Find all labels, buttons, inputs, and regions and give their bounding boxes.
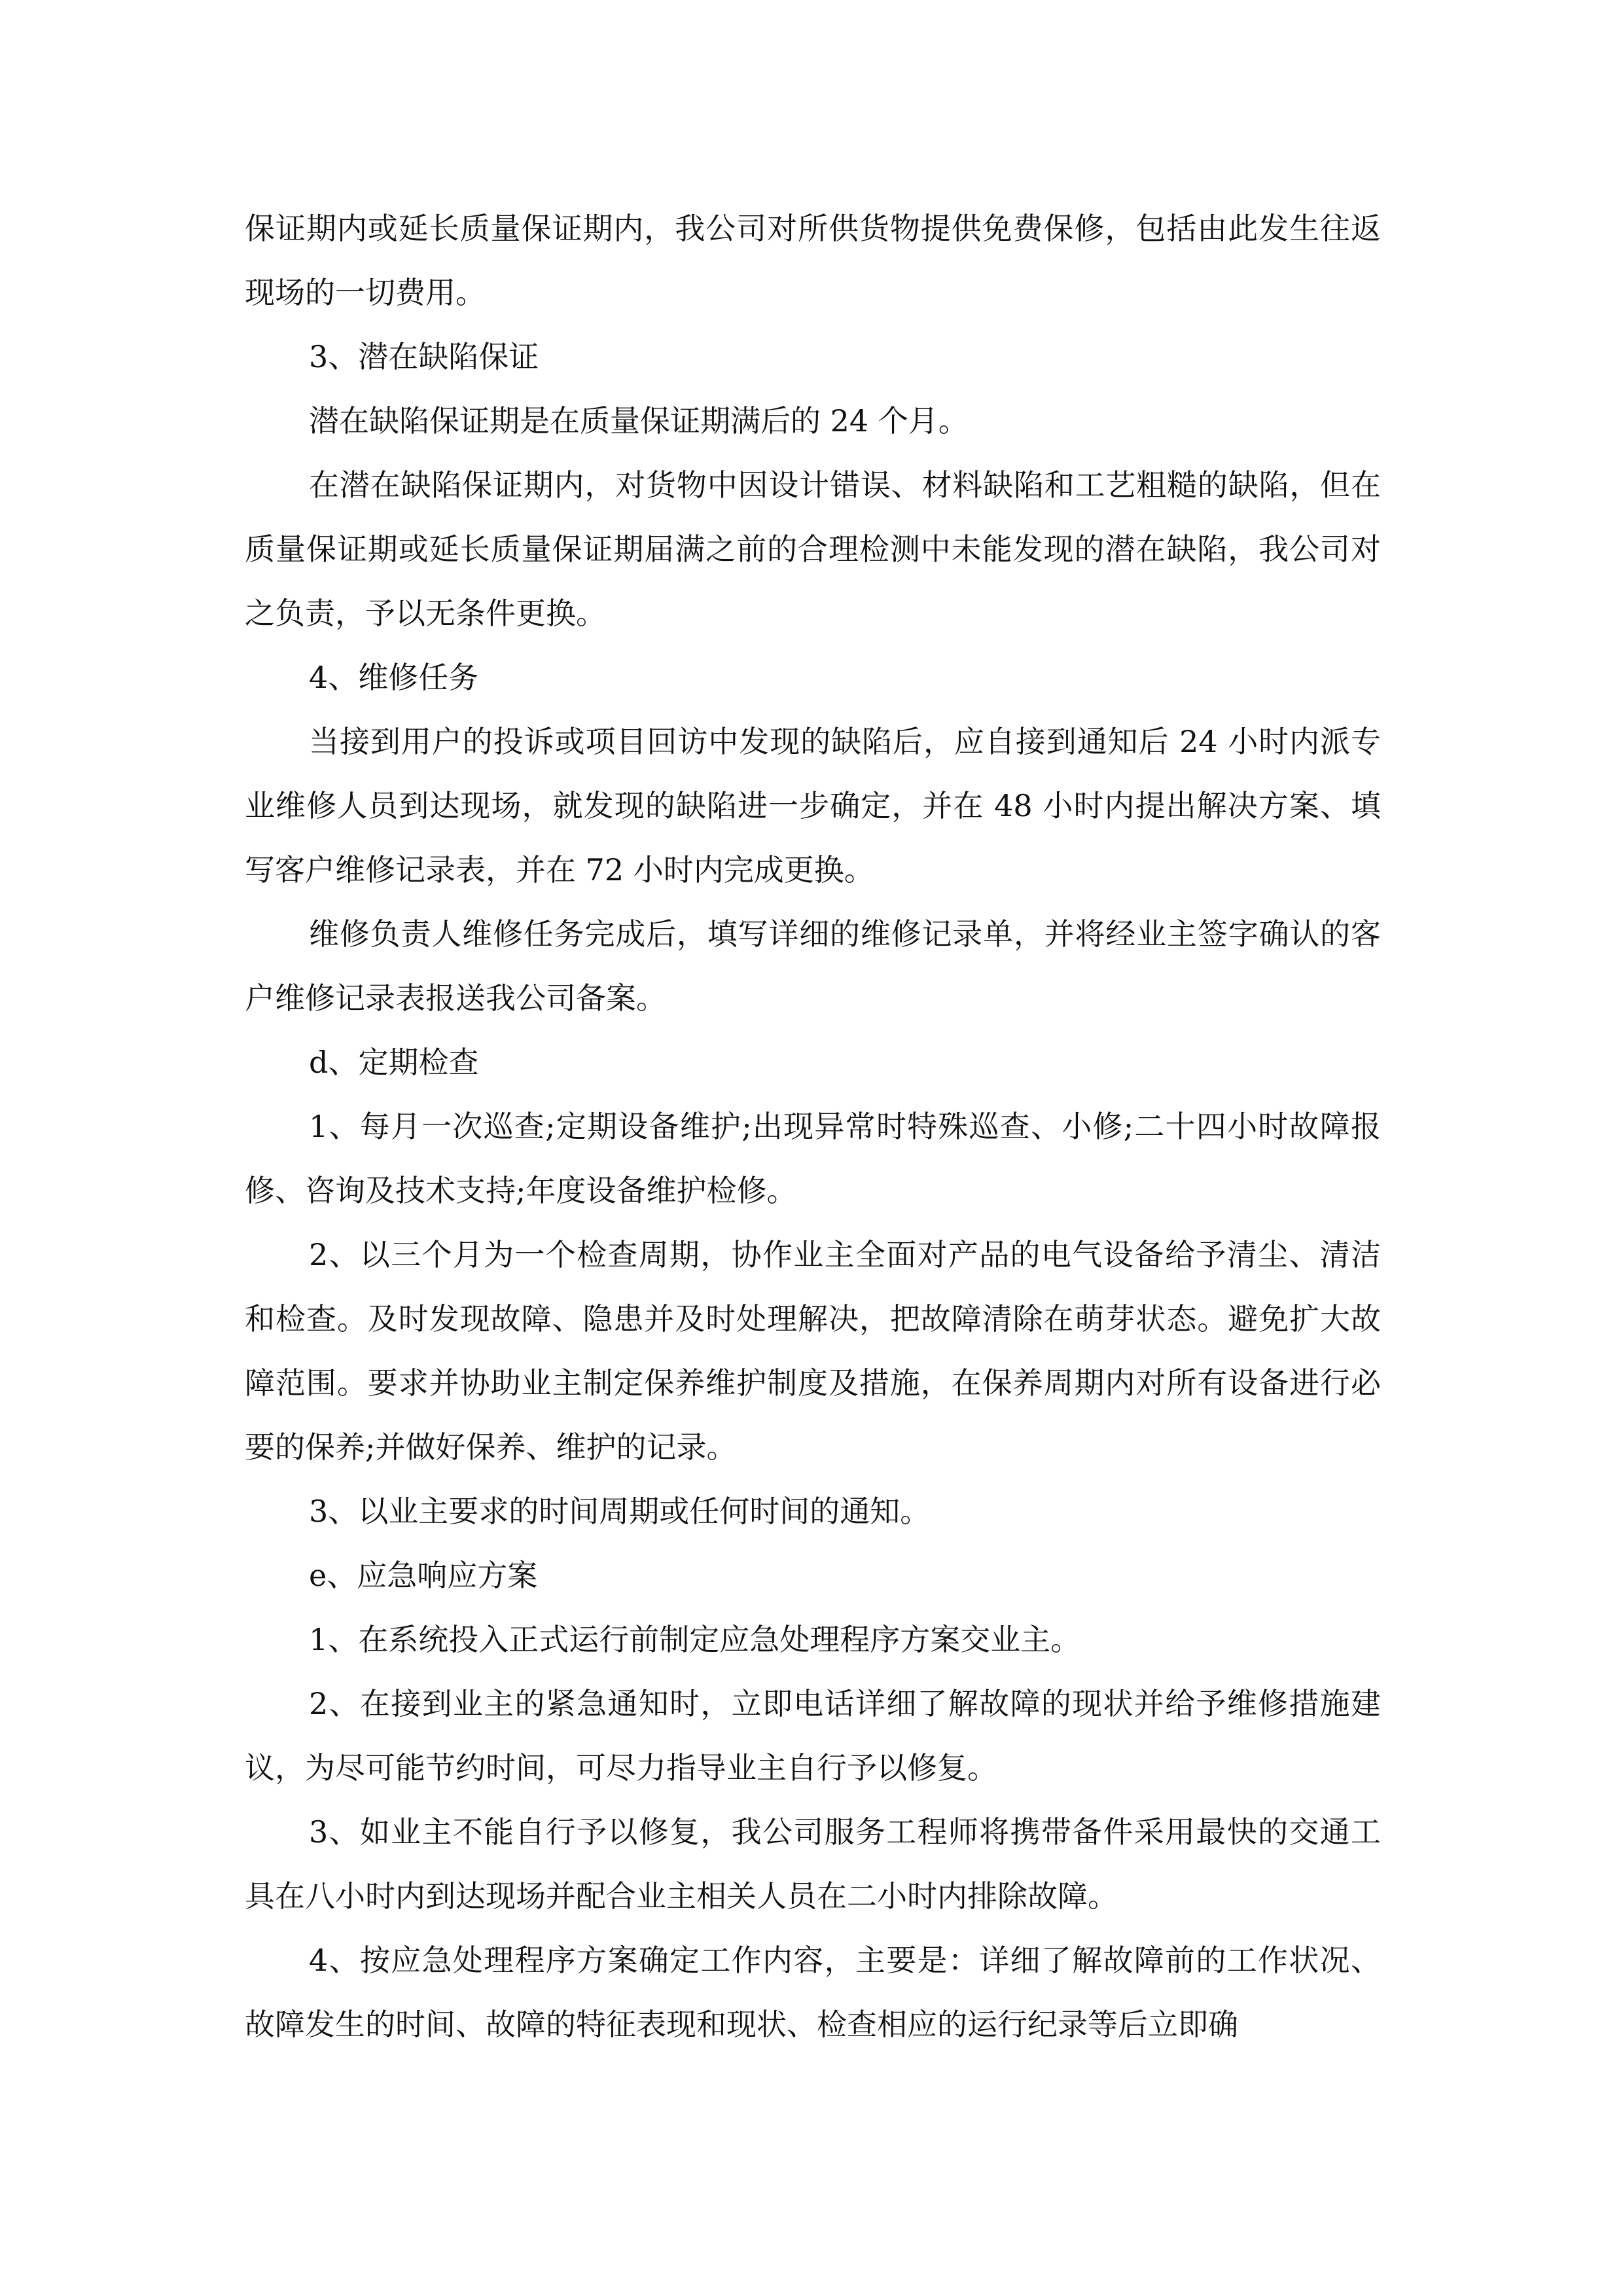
paragraph-repair-response: 当接到用户的投诉或项目回访中发现的缺陷后，应自接到通知后 24 小时内派专业维修人员到达现场，就发现的缺陷进一步确定，并在 48 小时内提出解决方案、填写客户维修记录表，并在 72 小时内完成更换。 <box>245 724 1381 888</box>
paragraph-emergency-item-3: 3、如业主不能自行予以修复，我公司服务工程师将携带备件采用最快的交通工具在八小时内到达现场并配合业主相关人员在二小时内排除故障。 <box>245 1814 1381 1914</box>
paragraph-emergency-item-2: 2、在接到业主的紧急通知时，立即电话详细了解故障的现状并给予维修措施建议，为尽可能节约时间，可尽力指导业主自行予以修复。 <box>245 1686 1381 1785</box>
heading-periodic-inspection: d、定期检查 <box>309 1045 479 1080</box>
paragraph-latent-defect-period: 潜在缺陷保证期是在质量保证期满后的 24 个月。 <box>309 403 969 439</box>
paragraph-warranty-period-cont: 保证期内或延长质量保证期内，我公司对所供货物提供免费保修，包括由此发生往返现场的一切费用。 <box>245 211 1381 310</box>
paragraph-repair-record: 维修负责人维修任务完成后，填写详细的维修记录单，并将经业主签字确认的客户维修记录表报送我公司备案。 <box>245 916 1381 1016</box>
paragraph-emergency-item-1: 1、在系统投入正式运行前制定应急处理程序方案交业主。 <box>309 1622 1081 1657</box>
paragraph-inspection-item-2: 2、以三个月为一个检查周期，协作业主全面对产品的电气设备给予清尘、清洁和检查。及时发现故障、隐患并及时处理解决，把故障清除在萌芽状态。避免扩大故障范围。要求并协助业主制定保养维护制度及措施，在保养周期内对所有设备进行必要的保养;并做好保养、维护的记录。 <box>245 1237 1381 1465</box>
heading-repair-tasks: 4、维修任务 <box>309 660 479 695</box>
heading-emergency-response: e、应急响应方案 <box>309 1558 538 1593</box>
heading-latent-defect-guarantee: 3、潜在缺陷保证 <box>309 339 539 374</box>
paragraph-latent-defect-responsibility: 在潜在缺陷保证期内，对货物中因设计错误、材料缺陷和工艺粗糙的缺陷，但在质量保证期或延长质量保证期届满之前的合理检测中未能发现的潜在缺陷，我公司对之负责，予以无条件更换。 <box>245 467 1381 631</box>
document-body <box>245 196 1381 2056</box>
paragraph-inspection-item-1: 1、每月一次巡查;定期设备维护;出现异常时特殊巡查、小修;二十四小时故障报修、咨询及技术支持;年度设备维护检修。 <box>245 1109 1381 1208</box>
paragraph-emergency-item-4: 4、按应急处理程序方案确定工作内容，主要是：详细了解故障前的工作状况、故障发生的时间、故障的特征表现和现状、检查相应的运行纪录等后立即确 <box>245 1943 1381 2042</box>
paragraph-inspection-item-3: 3、以业主要求的时间周期或任何时间的通知。 <box>309 1494 931 1529</box>
